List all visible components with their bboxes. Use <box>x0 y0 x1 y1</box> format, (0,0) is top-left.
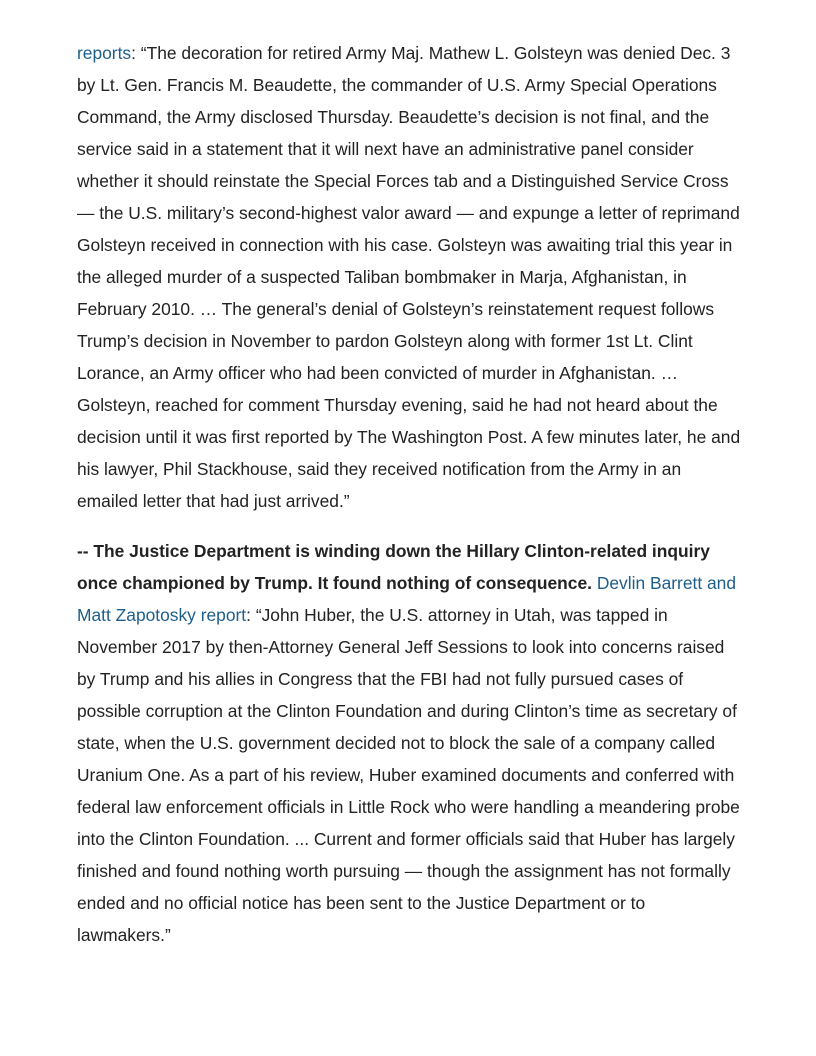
reports-link[interactable]: reports <box>77 43 132 63</box>
paragraph-clinton-inquiry <box>77 535 741 951</box>
paragraph-lead: -- The Justice Department is winding down the Hillary Clinton-related inquiry once championed by Trump. It found nothing of consequence. <box>77 541 710 593</box>
paragraph-text: : “The decoration for retired Army Maj. Mathew L. Golsteyn was denied Dec. 3 by Lt. Gen. Francis M. Beaudette, the commander of U.S. Army Special Operations Command, the Army disclosed Thursday. Beaudette’s decision is not final, and the service said in a statement that it will next have an administrative panel consider whether it should reinstate the Special Forces tab and a Distinguished Service Cross — the U.S. military’s second-highest valor award — and expunge a letter of reprimand Golsteyn received in connection with his case. Golsteyn was awaiting trial this year in the alleged murder of a suspected Taliban bombmaker in Marja, Afghanistan, in February 2010. … The general’s denial of Golsteyn’s reinstatement request follows Trump’s decision in November to pardon Golsteyn along with former 1st Lt. Clint Lorance, an Army officer who had been convicted of murder in Afghanistan. … Golsteyn, reached for comment Thursday evening, said he had not heard about the decision until it was first reported by The Washington Post. A few minutes later, he and his lawyer, Phil Stackhouse, said they received notification from the Army in an emailed letter that had just arrived.” <box>77 43 741 511</box>
article-body <box>77 37 741 969</box>
paragraph-text: : “John Huber, the U.S. attorney in Utah, was tapped in November 2017 by then-Attorney General Jeff Sessions to look into concerns raised by Trump and his allies in Congress that the FBI had not fully pursued cases of possible corruption at the Clinton Foundation and during Clinton’s time as secretary of state, when the U.S. government decided not to block the sale of a company called Uranium One. As a part of his review, Huber examined documents and conferred with federal law enforcement officials in Little Rock who were handling a meandering probe into the Clinton Foundation. ... Current and former officials said that Huber has largely finished and found nothing worth pursuing — though the assignment has not formally ended and no official notice has been sent to the Justice Department or to lawmakers.” <box>77 605 740 945</box>
paragraph-golsteyn <box>77 37 741 517</box>
barrett-zapotosky-report-link[interactable]: Devlin Barrett and Matt Zapotosky report <box>77 573 737 625</box>
